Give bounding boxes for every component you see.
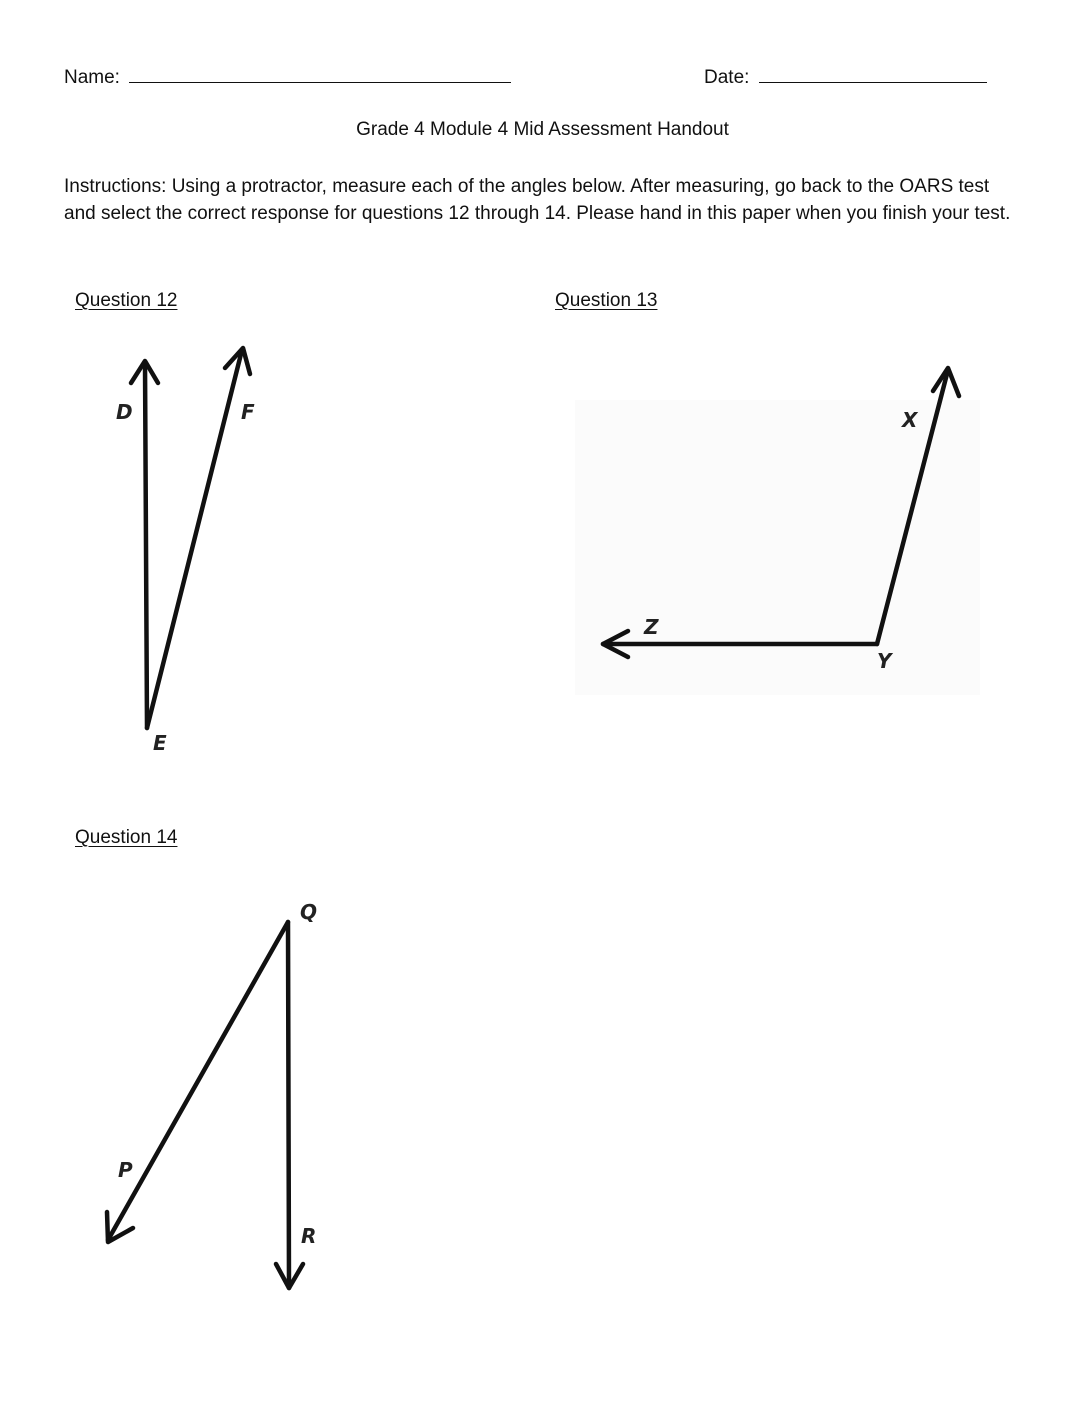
label-q: Q <box>300 900 318 924</box>
label-f: F <box>241 400 255 424</box>
question-12-heading: Question 12 <box>75 290 178 311</box>
ray-qr <box>288 922 289 1288</box>
label-z: Z <box>644 615 659 639</box>
label-e: E <box>153 731 167 755</box>
question-14-heading: Question 14 <box>75 827 178 848</box>
label-p: P <box>118 1158 133 1182</box>
label-y: Y <box>877 649 892 673</box>
label-r: R <box>301 1224 317 1248</box>
ray-qp <box>108 922 288 1240</box>
question-13-heading: Question 13 <box>555 290 658 311</box>
date-label: Date: <box>704 67 750 88</box>
instructions-text: Instructions: Using a protractor, measure each of the angles below. After measuring, go back to the OARS test and select the correct response for questions 12 through 14. Please hand in this paper when you finish your test. <box>64 176 1011 224</box>
label-d: D <box>116 400 133 424</box>
name-label: Name: <box>64 67 120 88</box>
page-title: Grade 4 Module 4 Mid Assessment Handout <box>356 119 729 140</box>
label-x: X <box>902 408 918 432</box>
